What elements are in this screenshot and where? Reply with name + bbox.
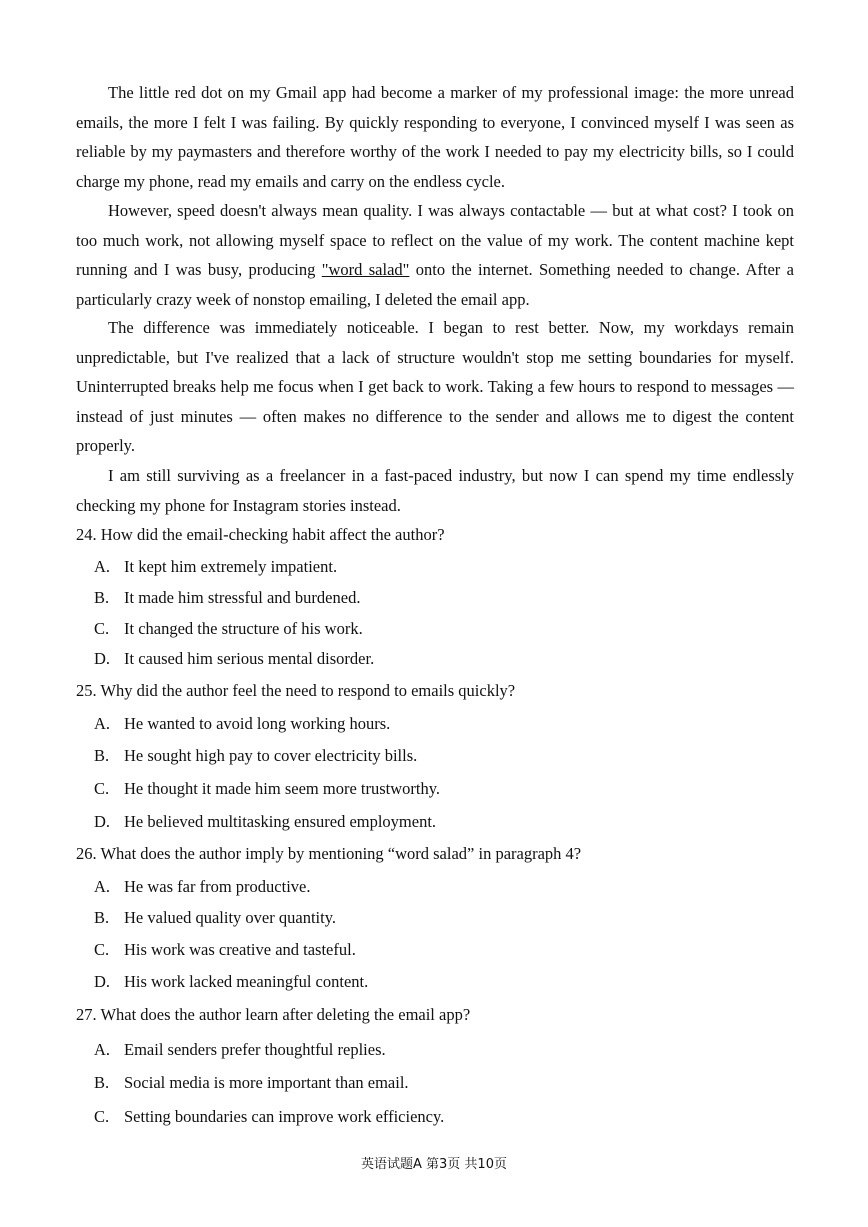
passage-paragraph-1	[76, 78, 794, 196]
option-letter: B.	[94, 1073, 110, 1092]
question-25-option-b[interactable]	[94, 745, 814, 767]
option-text: It changed the structure of his work.	[124, 619, 363, 638]
option-letter: A.	[94, 877, 111, 896]
option-letter: B.	[94, 588, 110, 607]
option-letter: C.	[94, 619, 110, 638]
question-24-stem: 24. How did the email-checking habit affect the author?	[76, 525, 445, 544]
paragraph-text: The little red dot on my Gmail app had become a marker of my professional image: the more unread emails, the more I felt I was failing. By quickly responding to everyone, I convinced myself I was seen as reliable by my paymasters and therefore worthy of the work I needed to pay my electricity bills, so I could charge my phone, read my emails and carry on the endless cycle.	[76, 83, 794, 191]
option-text: His work lacked meaningful content.	[124, 972, 369, 991]
question-27-option-c[interactable]	[94, 1106, 814, 1128]
question-27-stem: 27. What does the author learn after deleting the email app?	[76, 1005, 471, 1024]
question-26-stem: 26. What does the author imply by mentioning “word salad” in paragraph 4?	[76, 844, 582, 863]
passage-paragraph-3	[76, 313, 794, 461]
paragraph-text: However, speed doesn't always mean quality. I was always contactable — but at what cost? I took on too much work, not allowing myself space to reflect on the value of my work. The content machine kept running and I was busy, producing	[76, 201, 794, 279]
option-text: Social media is more important than email.	[124, 1073, 409, 1092]
option-text: Setting boundaries can improve work efficiency.	[124, 1107, 445, 1126]
option-text: It caused him serious mental disorder.	[124, 649, 375, 668]
option-text: He was far from productive.	[124, 877, 311, 896]
option-text: Email senders prefer thoughtful replies.	[124, 1040, 386, 1059]
option-letter: D.	[94, 972, 111, 991]
option-text: He thought it made him seem more trustworthy.	[124, 779, 441, 798]
option-text: He valued quality over quantity.	[124, 908, 336, 927]
question-25-option-c[interactable]	[94, 778, 814, 800]
page-footer: 英语试题A 第3页 共10页	[361, 1157, 507, 1172]
option-letter: A.	[94, 1040, 111, 1059]
question-24-option-b[interactable]	[94, 587, 814, 609]
paragraph-text: I am still surviving as a freelancer in a fast-paced industry, but now I can spend my time endlessly checking my phone for Instagram stories instead.	[76, 466, 794, 515]
option-text: It kept him extremely impatient.	[124, 557, 338, 576]
option-text: It made him stressful and burdened.	[124, 588, 361, 607]
option-text: He believed multitasking ensured employment.	[124, 812, 437, 831]
question-26-option-c[interactable]	[94, 939, 814, 961]
question-24-option-a[interactable]	[94, 556, 814, 578]
question-26-option-a[interactable]	[94, 876, 814, 898]
option-text: His work was creative and tasteful.	[124, 940, 356, 959]
option-letter: C.	[94, 940, 110, 959]
question-25-stem: 25. Why did the author feel the need to respond to emails quickly?	[76, 681, 516, 700]
option-letter: C.	[94, 1107, 110, 1126]
option-letter: D.	[94, 649, 111, 668]
passage-paragraph-4	[76, 461, 794, 520]
question-24-option-c[interactable]	[94, 618, 814, 640]
option-letter: D.	[94, 812, 111, 831]
option-text: He wanted to avoid long working hours.	[124, 714, 391, 733]
option-letter: A.	[94, 557, 111, 576]
underlined-phrase: "word salad"	[321, 260, 410, 279]
question-27-option-b[interactable]	[94, 1072, 814, 1094]
question-25-option-d[interactable]	[94, 811, 814, 833]
option-letter: B.	[94, 908, 110, 927]
paragraph-text: The difference was immediately noticeable. I began to rest better. Now, my workdays remain unpredictable, but I've realized that a lack of structure wouldn't stop me setting boundaries for myself. Uninterrupted breaks help me focus when I get back to work. Taking a few hours to respond to messages — instead of just minutes — often makes no difference to the sender and allows me to digest the content properly.	[76, 318, 794, 455]
option-letter: B.	[94, 746, 110, 765]
question-27-option-a[interactable]	[94, 1039, 814, 1061]
option-letter: C.	[94, 779, 110, 798]
question-26-option-d[interactable]	[94, 971, 814, 993]
question-24-option-d[interactable]	[94, 648, 814, 670]
question-26-option-b[interactable]	[94, 907, 814, 929]
passage-paragraph-2	[76, 196, 794, 314]
option-letter: A.	[94, 714, 111, 733]
question-25-option-a[interactable]	[94, 713, 814, 735]
paragraph-text: onto the internet. Something needed to change. After a particularly crazy week of nonstop emailing, I deleted the email app.	[76, 260, 794, 309]
option-text: He sought high pay to cover electricity bills.	[124, 746, 418, 765]
